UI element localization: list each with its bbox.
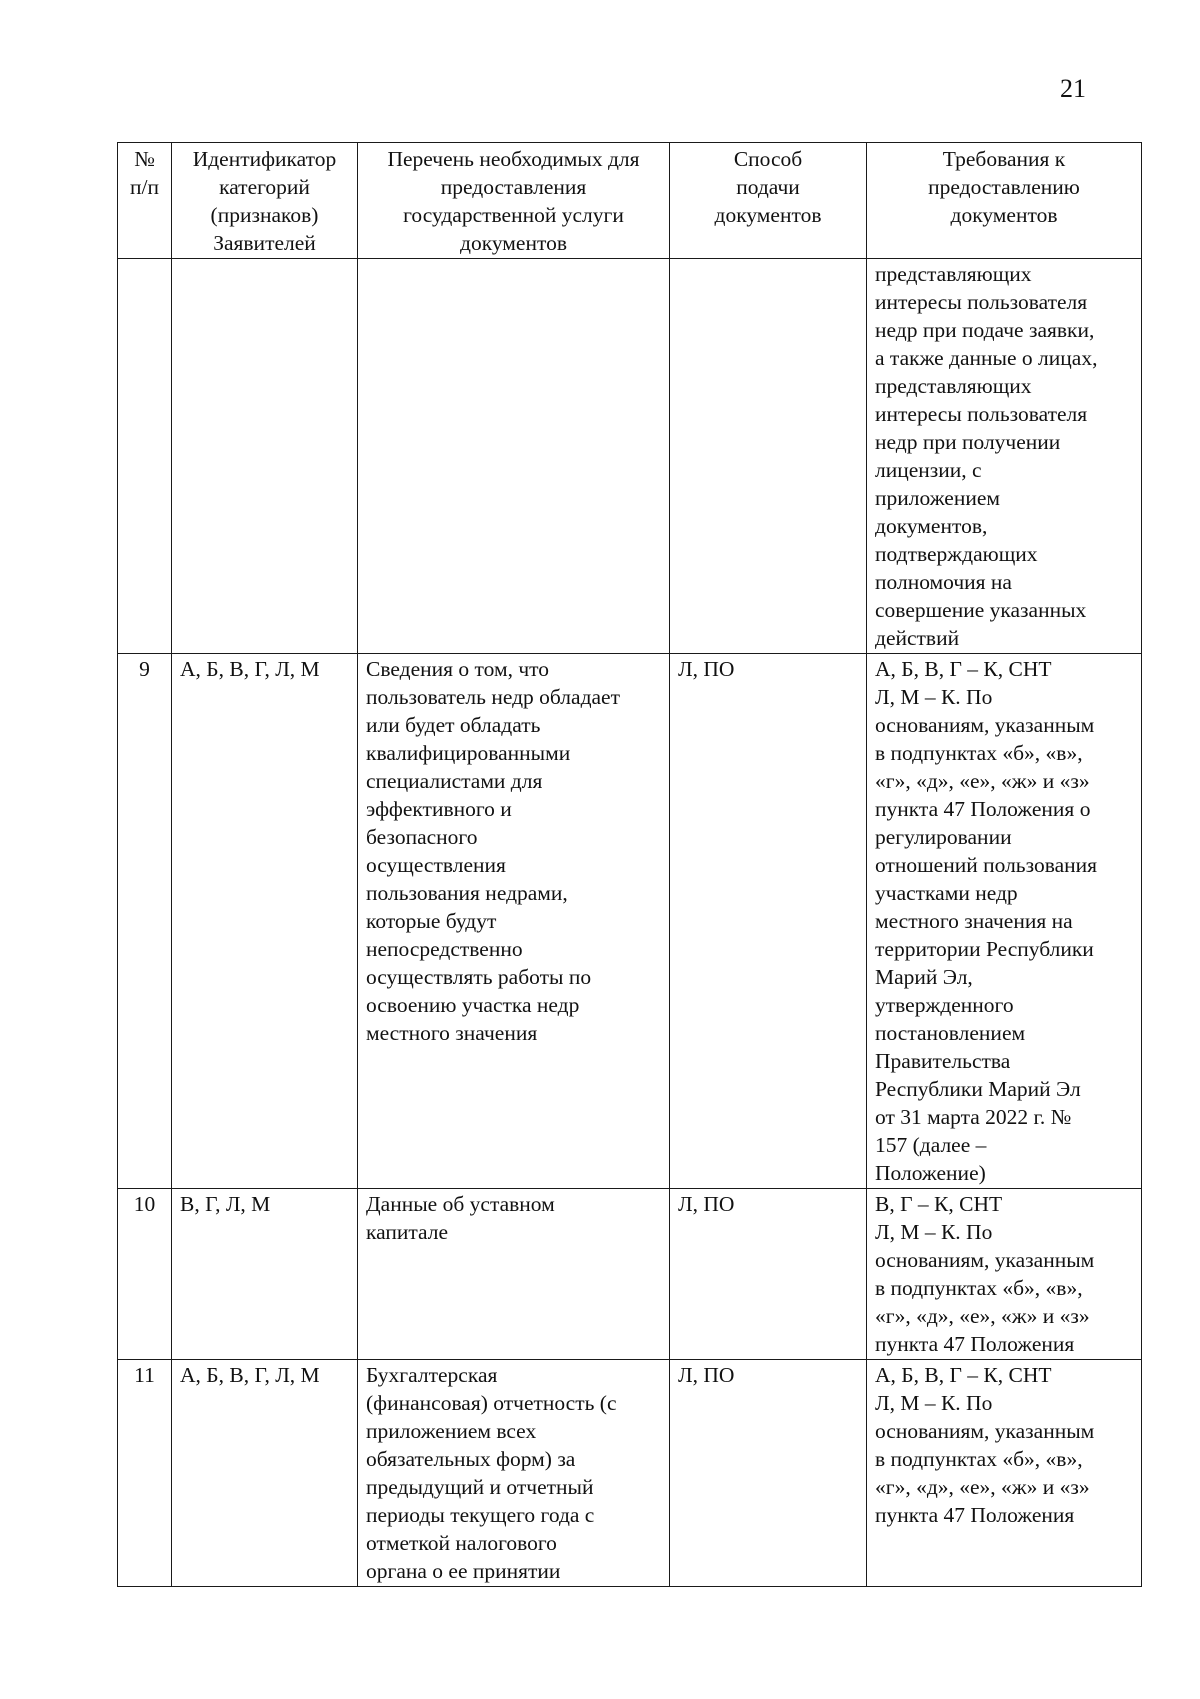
- documents-cell: Сведения о том, что пользователь недр обладает или будет обладать квалифицированными специалистами для эффективного и безопасного осуществления пользования недрами, которые будут непосредственно осуществлять работы по освоению участка недр местного значения: [358, 654, 670, 1189]
- documents-cell: Бухгалтерская (финансовая) отчетность (с приложением всех обязательных форм) за предыдущий и отчетный периоды текущего года с отметкой налогового органа о ее принятии: [358, 1360, 670, 1587]
- method-cell: [670, 259, 867, 654]
- header-requirements: Требования к предоставлению документов: [867, 143, 1142, 259]
- table-row: [118, 259, 1142, 654]
- table-header-row: [118, 143, 1142, 259]
- categories-cell: [172, 259, 358, 654]
- header-required-documents: Перечень необходимых для предоставления государственной услуги документов: [358, 143, 670, 259]
- header-category-identifier: Идентификатор категорий (признаков) Заявителей: [172, 143, 358, 259]
- row-number-cell: [118, 259, 172, 654]
- header-number: № п/п: [118, 143, 172, 259]
- page-number: 21: [1060, 74, 1086, 103]
- table-row: [118, 654, 1142, 1189]
- row-number-cell: 11: [118, 1360, 172, 1587]
- row-number-cell: 9: [118, 654, 172, 1189]
- categories-cell: А, Б, В, Г, Л, М: [172, 1360, 358, 1587]
- requirements-cell: А, Б, В, Г – К, СНТ Л, М – К. По основаниям, указанным в подпунктах «б», «в», «г», «д», «е», «ж» и «з» пункта 47 Положения о регулировании отношений пользования участками недр местного значения на территории Республики Марий Эл, утвержденного постановлением Правительства Республики Марий Эл от 31 марта 2022 г. № 157 (далее – Положение): [867, 654, 1142, 1189]
- table-row: [118, 1360, 1142, 1587]
- requirements-cell: представляющих интересы пользователя недр при подаче заявки, а также данные о лицах, представляющих интересы пользователя недр при получении лицензии, с приложением документов, подтверждающих полномочия на совершение указанных действий: [867, 259, 1142, 654]
- row-number-cell: 10: [118, 1189, 172, 1360]
- requirements-cell: В, Г – К, СНТ Л, М – К. По основаниям, указанным в подпунктах «б», «в», «г», «д», «е», «ж» и «з» пункта 47 Положения: [867, 1189, 1142, 1360]
- documents-table: [117, 142, 1142, 1587]
- categories-cell: В, Г, Л, М: [172, 1189, 358, 1360]
- documents-cell: Данные об уставном капитале: [358, 1189, 670, 1360]
- documents-cell: [358, 259, 670, 654]
- method-cell: Л, ПО: [670, 654, 867, 1189]
- header-submission-method: Способ подачи документов: [670, 143, 867, 259]
- method-cell: Л, ПО: [670, 1360, 867, 1587]
- requirements-cell: А, Б, В, Г – К, СНТ Л, М – К. По основаниям, указанным в подпунктах «б», «в», «г», «д», «е», «ж» и «з» пункта 47 Положения: [867, 1360, 1142, 1587]
- method-cell: Л, ПО: [670, 1189, 867, 1360]
- table-row: [118, 1189, 1142, 1360]
- categories-cell: А, Б, В, Г, Л, М: [172, 654, 358, 1189]
